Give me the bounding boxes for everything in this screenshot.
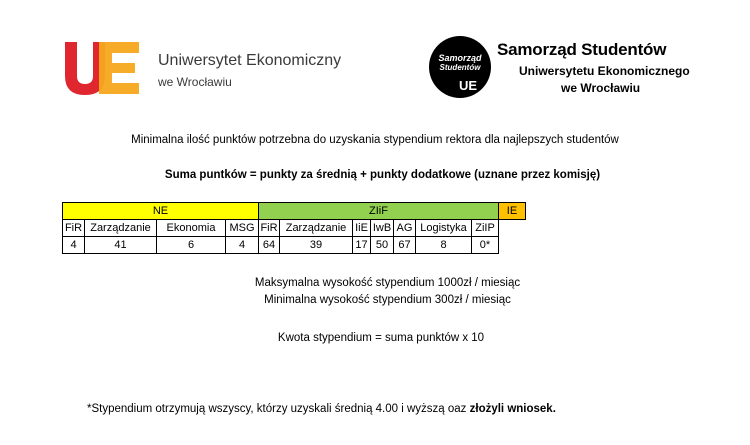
- footnote-bold: złożyli wniosek.: [469, 403, 556, 415]
- table-cell: 39: [280, 237, 353, 254]
- table-cell: 8: [416, 237, 472, 254]
- table-header-cell: IiE: [353, 220, 371, 237]
- table-cell: 41: [85, 237, 157, 254]
- footnote: [87, 403, 556, 415]
- table-header-cell: FiR: [259, 220, 280, 237]
- scholarship-amount-formula: Kwota stypendium = suma punktów x 10: [277, 332, 485, 344]
- table-header-cell: Zarządzanie: [280, 220, 353, 237]
- university-city: we Wrocławiu: [158, 75, 232, 89]
- group-ziif: ZIiF: [259, 203, 499, 220]
- table-cell: 17: [353, 237, 371, 254]
- table-cell: 4: [226, 237, 259, 254]
- table-header-cell: FiR: [63, 220, 85, 237]
- document-heading: Minimalna ilość punktów potrzebna do uzyskania stypendium rektora dla najlepszych studentów: [131, 134, 619, 146]
- table-header-cell: Ekonomia: [157, 220, 226, 237]
- table-header-cell: IwB: [371, 220, 394, 237]
- council-title: Samorząd Studentów: [497, 40, 667, 59]
- table-header-cell: AG: [394, 220, 416, 237]
- ue-logo-icon: [63, 40, 143, 96]
- min-scholarship-amount: Minimalna wysokość stypendium 300zł / miesiąc: [264, 294, 511, 306]
- points-formula: Suma puntków = punkty za średnią + punkty dodatkowe (uznane przez komisję): [164, 169, 601, 181]
- university-name: Uniwersytet Ekonomiczny: [158, 52, 342, 69]
- table-cell: 6: [157, 237, 226, 254]
- table-cell: 64: [259, 237, 280, 254]
- table-row: [63, 237, 526, 254]
- table-header-cell: Logistyka: [416, 220, 472, 237]
- council-subtitle-line1: Uniwersytetu Ekonomicznego: [519, 64, 690, 78]
- group-ie: IE: [499, 203, 526, 220]
- table-cell: 67: [394, 237, 416, 254]
- max-scholarship-amount: Maksymalna wysokość stypendium 1000zł / miesiąc: [254, 277, 521, 289]
- table-header-cell: ZiIP: [472, 220, 499, 237]
- table-header-cell: MSG: [226, 220, 259, 237]
- table-cell: 50: [371, 237, 394, 254]
- council-subtitle-line2: we Wrocławiu: [561, 81, 641, 95]
- points-table: [62, 202, 526, 254]
- footnote-text: *Stypendium otrzymują wszyscy, którzy uzyskali średnią 4.00 i wyższą oaz: [87, 403, 470, 415]
- table-cell: 0*: [472, 237, 499, 254]
- group-ne: NE: [63, 203, 259, 220]
- student-council-badge-icon: [428, 35, 492, 99]
- table-group-row: [63, 203, 526, 220]
- badge-line2: Studentów: [439, 63, 481, 72]
- badge-letters: UE: [458, 78, 478, 93]
- table-header-row: [63, 220, 526, 237]
- table-header-cell: Zarządzanie: [85, 220, 157, 237]
- table-cell: 4: [63, 237, 85, 254]
- badge-line1: Samorząd: [438, 53, 482, 63]
